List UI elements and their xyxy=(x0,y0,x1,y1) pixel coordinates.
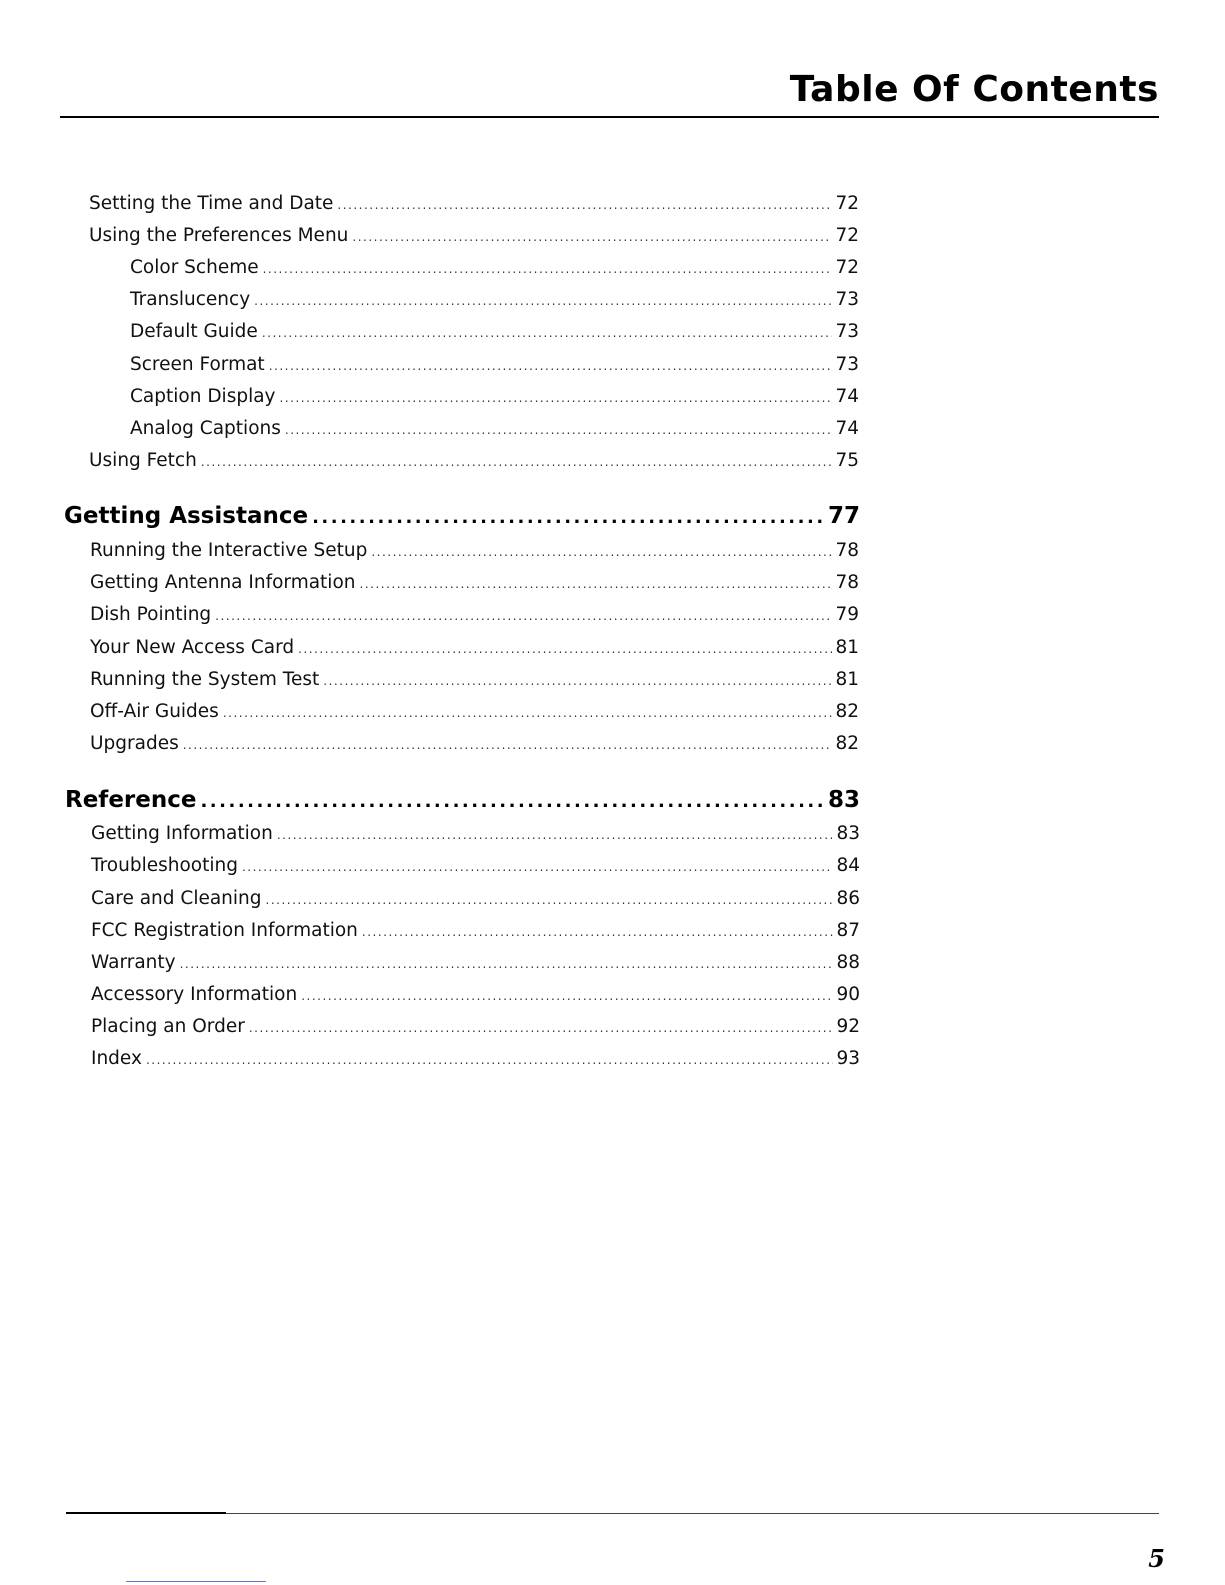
toc-entry-label: Index xyxy=(91,1048,142,1069)
toc-entry-page: 93 xyxy=(836,1048,860,1069)
toc-entry-page: 74 xyxy=(835,386,859,407)
toc-entry-label: Color Scheme xyxy=(130,257,259,278)
toc-entry-page: 86 xyxy=(836,888,860,909)
toc-entry-page: 72 xyxy=(835,193,859,214)
toc-entry-page: 75 xyxy=(835,450,859,471)
toc-entry-label: Placing an Order xyxy=(91,1016,245,1037)
dot-leader xyxy=(146,1047,834,1073)
toc-entry-label: Dish Pointing xyxy=(90,604,212,625)
toc-entry-placing-order[interactable] xyxy=(91,1014,860,1041)
toc-entry-analog-captions[interactable] xyxy=(130,416,859,443)
toc-entry-translucency[interactable] xyxy=(130,287,859,314)
toc-entry-setting-time-date[interactable] xyxy=(89,191,859,218)
dot-leader xyxy=(337,192,832,218)
toc-entry-label: Setting the Time and Date xyxy=(89,193,334,214)
toc-section-page: 83 xyxy=(827,787,860,813)
footer-divider-accent xyxy=(66,1512,226,1514)
toc-entry-system-test[interactable] xyxy=(90,667,859,694)
toc-entry-label: Analog Captions xyxy=(130,418,281,439)
toc-entry-page: 82 xyxy=(835,733,859,754)
toc-entry-caption-display[interactable] xyxy=(130,384,859,411)
dot-leader xyxy=(362,919,834,945)
toc-entry-page: 78 xyxy=(835,540,859,561)
toc-entry-upgrades[interactable] xyxy=(90,731,859,758)
dot-leader xyxy=(323,668,832,694)
toc-entry-accessory-information[interactable] xyxy=(91,982,860,1009)
dot-leader xyxy=(285,417,833,443)
toc-entry-antenna-information[interactable] xyxy=(90,570,859,597)
dot-leader xyxy=(301,983,833,1009)
toc-entry-label: Running the System Test xyxy=(90,669,320,690)
toc-entry-page: 73 xyxy=(835,321,859,342)
toc-entry-screen-format[interactable] xyxy=(130,352,859,379)
toc-entry-warranty[interactable] xyxy=(91,950,860,977)
toc-entry-page: 74 xyxy=(835,418,859,439)
toc-entry-page: 82 xyxy=(835,701,859,722)
toc-entry-label: Default Guide xyxy=(130,321,258,342)
toc-entry-page: 92 xyxy=(836,1016,860,1037)
toc-entry-label: Screen Format xyxy=(130,354,265,375)
dot-leader xyxy=(312,502,825,534)
toc-entry-page: 73 xyxy=(835,289,859,310)
dot-leader xyxy=(242,854,834,880)
dot-leader xyxy=(266,887,834,913)
toc-entry-care-cleaning[interactable] xyxy=(91,886,860,913)
toc-entry-label: Caption Display xyxy=(130,386,276,407)
page-number: 5 xyxy=(1148,1544,1165,1573)
toc-entry-fcc-registration[interactable] xyxy=(91,918,860,945)
dot-leader xyxy=(269,353,833,379)
bottom-edge-mark xyxy=(126,1581,266,1582)
toc-entry-page: 78 xyxy=(835,572,859,593)
toc-entry-label: FCC Registration Information xyxy=(91,920,358,941)
dot-leader xyxy=(352,224,832,250)
toc-entry-label: Upgrades xyxy=(90,733,179,754)
toc-entry-page: 84 xyxy=(836,855,860,876)
toc-entry-page: 90 xyxy=(836,984,860,1005)
toc-entry-page: 72 xyxy=(835,257,859,278)
toc-entry-label: Using Fetch xyxy=(89,450,197,471)
toc-entry-page: 88 xyxy=(836,952,860,973)
toc-entry-label: Using the Preferences Menu xyxy=(89,225,349,246)
dot-leader xyxy=(200,786,825,818)
toc-entry-label: Running the Interactive Setup xyxy=(90,540,368,561)
toc-entry-page: 79 xyxy=(835,604,859,625)
toc-entry-label: Getting Information xyxy=(91,823,273,844)
toc-entry-preferences-menu[interactable] xyxy=(89,223,859,250)
toc-entry-label: Accessory Information xyxy=(91,984,298,1005)
dot-leader xyxy=(201,449,833,475)
dot-leader xyxy=(180,951,834,977)
toc-section-label: Reference xyxy=(65,787,197,813)
toc-entry-page: 72 xyxy=(835,225,859,246)
toc-entry-label: Getting Antenna Information xyxy=(90,572,356,593)
page-title: Table Of Contents xyxy=(789,69,1159,110)
toc-section-page: 77 xyxy=(827,503,860,529)
dot-leader xyxy=(215,603,832,629)
footer-divider xyxy=(66,1513,1159,1514)
toc-entry-page: 87 xyxy=(836,920,860,941)
dot-leader xyxy=(262,320,833,346)
toc-section-getting-assistance[interactable] xyxy=(64,500,860,534)
toc-section-label: Getting Assistance xyxy=(64,503,309,529)
toc-entry-dish-pointing[interactable] xyxy=(90,602,859,629)
dot-leader xyxy=(254,288,832,314)
toc-entry-default-guide[interactable] xyxy=(130,319,859,346)
toc-entry-label: Off-Air Guides xyxy=(90,701,219,722)
toc-entry-page: 73 xyxy=(835,354,859,375)
dot-leader xyxy=(277,822,834,848)
toc-entry-getting-information[interactable] xyxy=(91,821,860,848)
header-divider xyxy=(60,116,1159,118)
dot-leader xyxy=(249,1015,834,1041)
dot-leader xyxy=(371,539,832,565)
toc-entry-page: 81 xyxy=(835,637,859,658)
toc-entry-label: Translucency xyxy=(130,289,251,310)
toc-entry-using-fetch[interactable] xyxy=(89,448,859,475)
toc-entry-interactive-setup[interactable] xyxy=(90,538,859,565)
dot-leader xyxy=(223,700,833,726)
toc-section-reference[interactable] xyxy=(65,784,860,818)
dot-leader xyxy=(298,636,832,662)
toc-entry-label: Your New Access Card xyxy=(90,637,295,658)
toc-entry-page: 83 xyxy=(836,823,860,844)
toc-entry-troubleshooting[interactable] xyxy=(91,853,860,880)
dot-leader xyxy=(280,385,833,411)
toc-entry-index[interactable] xyxy=(91,1046,860,1073)
dot-leader xyxy=(360,571,833,597)
toc-entry-color-scheme[interactable] xyxy=(130,255,859,282)
dot-leader xyxy=(263,256,833,282)
toc-entry-label: Warranty xyxy=(91,952,176,973)
toc-entry-label: Troubleshooting xyxy=(91,855,238,876)
toc-entry-access-card[interactable] xyxy=(90,635,859,662)
toc-entry-label: Care and Cleaning xyxy=(91,888,262,909)
dot-leader xyxy=(183,732,833,758)
toc-entry-page: 81 xyxy=(835,669,859,690)
toc-entry-off-air-guides[interactable] xyxy=(90,699,859,726)
